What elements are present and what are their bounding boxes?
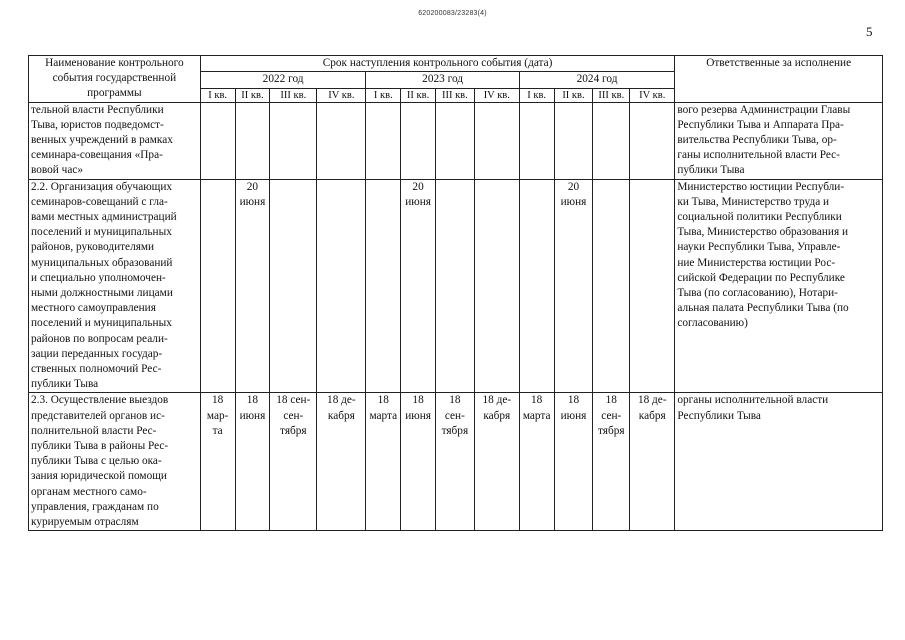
event-date-cell xyxy=(366,393,401,531)
header-responsible: Ответственные за исполнение xyxy=(675,56,883,103)
header-quarter: IV кв. xyxy=(630,88,675,102)
event-date-line: 18 xyxy=(246,394,259,407)
event-date-cell xyxy=(270,393,317,531)
responsible-line: согласованию) xyxy=(677,317,748,330)
event-date-line: июня xyxy=(239,409,266,422)
header-name-column: Наименование контрольного события государственной программы xyxy=(29,56,201,103)
event-name-cell xyxy=(29,179,201,393)
event-date-line: 18 де- xyxy=(327,394,356,407)
event-name-line: местного самоуправления xyxy=(31,302,156,315)
event-date-line: 18 xyxy=(412,394,424,407)
header-quarter: IV кв. xyxy=(474,88,519,102)
event-date-line: та xyxy=(212,424,223,437)
header-quarter: II кв. xyxy=(554,88,593,102)
event-date-line: тября xyxy=(441,424,469,437)
event-name-line: семинара-совещания «Пра- xyxy=(31,149,163,162)
header-quarter: I кв. xyxy=(519,88,554,102)
event-name-line: тельной власти Республики xyxy=(31,103,164,116)
responsible-line: науки Республики Тыва, Управле- xyxy=(677,241,841,254)
event-date-cell xyxy=(200,179,235,393)
event-date-line: сен- xyxy=(283,409,304,422)
event-date-cell xyxy=(519,179,554,393)
event-name-line: вовой час» xyxy=(31,164,84,177)
event-name-line: курируемым отраслям xyxy=(31,516,139,529)
event-date-line: июня xyxy=(239,195,266,208)
header-year: 2024 год xyxy=(519,72,675,88)
event-date-line: 18 сен- xyxy=(276,394,311,407)
event-name-line: 2.2. Организация обучающих xyxy=(31,180,173,193)
responsible-line: Тыва (по согласованию), Нотари- xyxy=(677,287,838,300)
event-name-line: районов, руководителями xyxy=(31,241,155,254)
responsible-line: вительства Республики Тыва, ор- xyxy=(677,134,837,147)
event-date-cell xyxy=(474,179,519,393)
event-date-line: мар- xyxy=(206,409,229,422)
event-date-cell xyxy=(270,179,317,393)
event-date-cell xyxy=(366,179,401,393)
event-name-line: управления, гражданам по xyxy=(31,500,159,513)
event-date-line: июня xyxy=(405,409,431,422)
event-date-line: сен- xyxy=(444,409,465,422)
event-date-cell xyxy=(435,179,474,393)
event-date-cell xyxy=(235,393,270,531)
header-quarter: I кв. xyxy=(366,88,401,102)
event-date-cell xyxy=(435,393,474,531)
event-date-line: 20 xyxy=(567,180,580,193)
event-name-line: публики Тыва xyxy=(31,378,99,391)
event-date-cell xyxy=(435,102,474,179)
header-quarter: II кв. xyxy=(401,88,436,102)
responsible-line: альная палата Республики Тыва (по xyxy=(677,302,849,315)
header-quarter: III кв. xyxy=(435,88,474,102)
responsible-line: органы исполнительной власти xyxy=(677,394,829,407)
event-date-cell xyxy=(401,393,436,531)
responsible-line: Республики Тыва xyxy=(677,409,761,422)
event-date-line: 18 де- xyxy=(482,394,512,407)
event-name-line: вами местных администраций xyxy=(31,211,177,224)
event-name-line: публики Тыва с целью ока- xyxy=(31,455,162,468)
event-date-line: июня xyxy=(560,195,587,208)
responsible-line: Тыва, Министерство образования и xyxy=(677,226,849,239)
responsible-line: сийской Федерации по Республике xyxy=(677,271,845,284)
event-date-cell xyxy=(593,179,630,393)
responsible-line: социальной политики Республики xyxy=(677,211,842,224)
event-name-cell xyxy=(29,102,201,179)
header-quarter: III кв. xyxy=(593,88,630,102)
header-quarter: I кв. xyxy=(200,88,235,102)
page-number: 5 xyxy=(866,24,873,39)
table-row xyxy=(29,102,883,179)
event-name-line: представителей органов ис- xyxy=(31,409,165,422)
responsible-line: Республики Тыва и Аппарата Пра- xyxy=(677,118,844,131)
event-date-line: 18 xyxy=(212,394,224,407)
event-date-line: кабря xyxy=(638,409,666,422)
event-date-cell xyxy=(554,179,593,393)
event-name-line: полнительной власти Рес- xyxy=(31,424,157,437)
event-date-line: 18 де- xyxy=(637,394,667,407)
header-deadline: Срок наступления контрольного события (дата) xyxy=(200,56,675,72)
event-name-line: зации переданных государ- xyxy=(31,347,163,360)
event-date-cell xyxy=(317,393,366,531)
event-date-line: тября xyxy=(280,424,307,437)
event-name-line: публики Тыва в районы Рес- xyxy=(31,440,169,453)
event-date-line: 18 xyxy=(567,394,580,407)
event-date-cell xyxy=(200,393,235,531)
event-date-cell xyxy=(235,179,270,393)
responsible-line: публики Тыва xyxy=(677,164,745,177)
event-date-cell xyxy=(401,102,436,179)
event-date-line: 18 xyxy=(531,394,543,407)
event-name-line: семинаров-совещаний с гла- xyxy=(31,195,168,208)
header-quarter: IV кв. xyxy=(317,88,366,102)
event-date-cell xyxy=(366,102,401,179)
responsible-line: ки Тыва, Министерство труда и xyxy=(677,195,830,208)
event-date-line: июня xyxy=(405,195,431,208)
responsible-line: Министерство юстиции Республи- xyxy=(677,180,845,193)
responsible-line: ние Министерства юстиции Рос- xyxy=(677,256,836,269)
header-quarter: III кв. xyxy=(270,88,317,102)
event-date-line: 20 xyxy=(246,180,259,193)
event-name-line: венных учреждений в рамках xyxy=(31,134,173,147)
event-date-cell xyxy=(630,102,675,179)
event-date-line: сен- xyxy=(601,409,622,422)
event-date-cell xyxy=(554,393,593,531)
event-name-line: и специально уполномочен- xyxy=(31,271,166,284)
table-row xyxy=(29,393,883,531)
event-name-line: 2.3. Осуществление выездов xyxy=(31,394,169,407)
event-name-line: ственных полномочий Рес- xyxy=(31,363,162,376)
event-date-cell xyxy=(474,393,519,531)
event-date-line: 18 xyxy=(377,394,389,407)
responsible-cell xyxy=(675,102,883,179)
header-year: 2023 год xyxy=(366,72,519,88)
event-date-line: 20 xyxy=(412,180,424,193)
event-date-cell xyxy=(593,102,630,179)
event-name-cell xyxy=(29,393,201,531)
event-name-line: ными должностными лицами xyxy=(31,287,173,300)
event-name-line: зания юридической помощи xyxy=(31,470,167,483)
event-date-line: 18 xyxy=(605,394,617,407)
event-name-line: муниципальных образований xyxy=(31,256,173,269)
event-date-cell xyxy=(200,102,235,179)
responsible-line: ганы исполнительной власти Рес- xyxy=(677,149,840,162)
table-row xyxy=(29,179,883,393)
header-quarter: II кв. xyxy=(235,88,270,102)
event-date-cell xyxy=(317,179,366,393)
responsible-cell xyxy=(675,393,883,531)
event-name-line: поселений и муниципальных xyxy=(31,226,172,239)
event-date-cell xyxy=(554,102,593,179)
event-name-line: районов по вопросам реали- xyxy=(31,332,168,345)
event-date-cell xyxy=(630,179,675,393)
event-name-line: Тыва, юристов подведомст- xyxy=(31,118,164,131)
event-date-cell xyxy=(630,393,675,531)
event-date-line: марта xyxy=(522,409,551,422)
event-date-cell xyxy=(519,393,554,531)
event-date-line: марта xyxy=(369,409,398,422)
event-date-cell xyxy=(270,102,317,179)
control-events-table xyxy=(28,55,883,531)
event-name-line: органам местного само- xyxy=(31,485,147,498)
event-date-line: тября xyxy=(598,424,625,437)
event-date-cell xyxy=(235,102,270,179)
event-date-cell xyxy=(401,179,436,393)
responsible-line: вого резерва Администрации Главы xyxy=(677,103,851,116)
event-date-cell xyxy=(317,102,366,179)
event-date-line: кабря xyxy=(483,409,511,422)
event-date-line: 18 xyxy=(449,394,461,407)
header-year: 2022 год xyxy=(200,72,366,88)
event-date-cell xyxy=(474,102,519,179)
event-date-line: июня xyxy=(560,409,587,422)
event-date-cell xyxy=(519,102,554,179)
document-id: 620200083/23283(4) xyxy=(418,10,487,17)
event-name-line: поселений и муниципальных xyxy=(31,317,172,330)
event-date-cell xyxy=(593,393,630,531)
event-date-line: кабря xyxy=(327,409,355,422)
responsible-cell xyxy=(675,179,883,393)
